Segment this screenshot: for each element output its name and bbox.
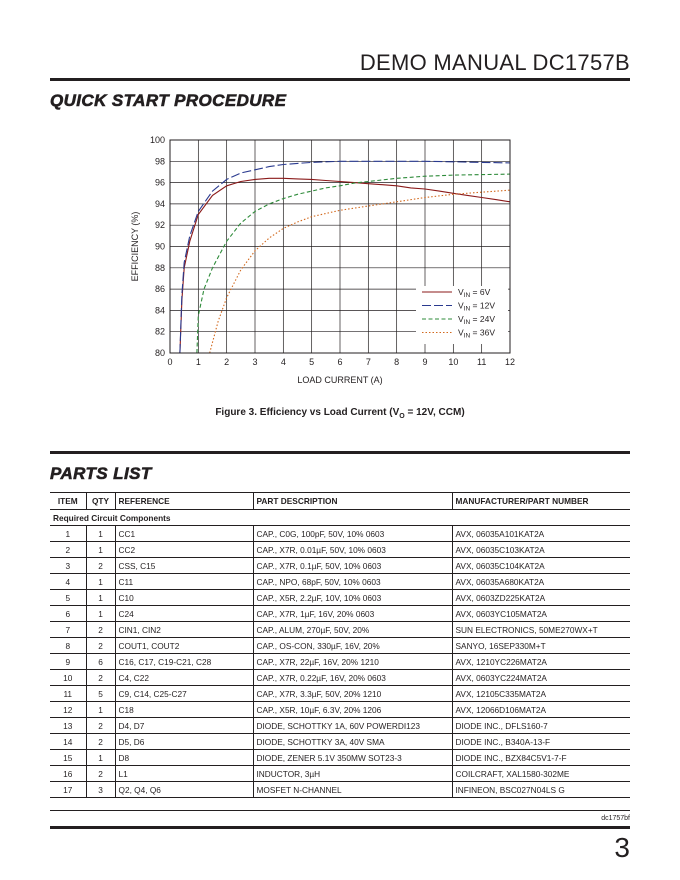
legend-label-tail: = 6V (470, 287, 491, 297)
cell-item: 15 (50, 750, 86, 766)
table-header-row (50, 493, 630, 510)
cell-item: 5 (50, 590, 86, 606)
table-row (50, 574, 630, 590)
footer-rule (50, 826, 630, 829)
cell-description: CAP., X7R, 0.1µF, 50V, 10% 0603 (253, 558, 452, 574)
table-row (50, 670, 630, 686)
cell-qty: 1 (86, 526, 115, 542)
x-tick-label: 7 (365, 357, 371, 367)
legend-label-sub: IN (463, 292, 471, 299)
cell-manufacturer: AVX, 06035A680KAT2A (452, 574, 630, 590)
y-tick-label: 98 (154, 156, 165, 167)
legend-label-tail: = 24V (470, 314, 495, 324)
cell-item: 16 (50, 766, 86, 782)
x-tick-label: 11 (476, 357, 487, 367)
cell-description: CAP., X5R, 10µF, 6.3V, 20% 1206 (253, 702, 452, 718)
efficiency-chart (120, 130, 530, 395)
y-tick-label: 90 (154, 241, 165, 252)
table-row (50, 606, 630, 622)
cell-qty: 2 (86, 670, 115, 686)
cell-item: 8 (50, 638, 86, 654)
document-title: DEMO MANUAL DC1757B (359, 50, 630, 75)
cell-item: 1 (50, 526, 86, 542)
cell-reference: COUT1, COUT2 (115, 638, 253, 654)
footer-doc-code: dc1757bf (601, 815, 630, 822)
cell-item: 10 (50, 670, 86, 686)
header-description: PART DESCRIPTION (253, 493, 452, 510)
table-row (50, 654, 630, 670)
cell-reference: CC2 (115, 542, 253, 558)
y-tick-label: 80 (154, 348, 165, 358)
chart-legend (416, 286, 508, 344)
x-tick-label: 8 (394, 357, 400, 367)
y-tick-label: 100 (149, 135, 165, 145)
cell-qty: 2 (86, 766, 115, 782)
cell-description: DIODE, SCHOTTKY 3A, 40V SMA (253, 734, 452, 750)
table-row (50, 750, 630, 766)
y-tick-label: 94 (154, 198, 165, 209)
x-axis-label: LOAD CURRENT (A) (297, 375, 383, 385)
y-tick-label: 92 (154, 220, 165, 231)
header-manufacturer: MANUFACTURER/PART NUMBER (452, 493, 630, 510)
figure-caption (0, 407, 680, 420)
cell-manufacturer: SANYO, 16SEP330M+T (452, 638, 630, 654)
cell-item: 3 (50, 558, 86, 574)
cell-item: 14 (50, 734, 86, 750)
cell-item: 17 (50, 782, 86, 798)
cell-manufacturer: SUN ELECTRONICS, 50ME270WX+T (452, 622, 630, 638)
legend-label-tail: = 12V (470, 300, 495, 311)
cell-manufacturer: AVX, 06035A101KAT2A (452, 526, 630, 542)
legend-label-sub: IN (463, 332, 471, 340)
cell-reference: C10 (115, 590, 253, 606)
cell-item: 11 (50, 686, 86, 702)
table-row (50, 766, 630, 782)
table-row (50, 718, 630, 734)
cell-description: CAP., X7R, 1µF, 16V, 20% 0603 (253, 606, 452, 622)
table-row (50, 702, 630, 718)
cell-description: MOSFET N-CHANNEL (253, 782, 452, 798)
cell-qty: 1 (86, 750, 115, 766)
legend-label-main: V (458, 327, 464, 338)
table-row (50, 686, 630, 702)
y-tick-label: 82 (154, 326, 165, 337)
cell-description: CAP., C0G, 100pF, 50V, 10% 0603 (253, 526, 452, 542)
cell-manufacturer: AVX, 0603ZD225KAT2A (452, 590, 630, 606)
cell-reference: C18 (115, 702, 253, 718)
parts-list-rule (50, 451, 630, 454)
header-reference: REFERENCE (115, 493, 253, 510)
cell-description: CAP., ALUM, 270µF, 50V, 20% (253, 622, 452, 638)
table-row (50, 542, 630, 558)
cell-item: 9 (50, 654, 86, 670)
caption-prefix: Figure 3. Efficiency vs Load Current (V (215, 407, 400, 418)
x-tick-label: 9 (422, 357, 428, 367)
cell-manufacturer: AVX, 1210YC226MAT2A (452, 654, 630, 670)
cell-manufacturer: COILCRAFT, XAL1580-302ME (452, 766, 630, 782)
parts-list-table (50, 492, 630, 798)
cell-qty: 3 (86, 782, 115, 798)
page-number: 3 (614, 832, 630, 863)
cell-manufacturer: AVX, 12105C335MAT2A (452, 686, 630, 702)
cell-qty: 2 (86, 558, 115, 574)
cell-qty: 2 (86, 638, 115, 654)
cell-description: CAP., X7R, 22µF, 16V, 20% 1210 (253, 654, 452, 670)
cell-description: DIODE, ZENER 5.1V 350MW SOT23-3 (253, 750, 452, 766)
cell-item: 13 (50, 718, 86, 734)
table-row (50, 638, 630, 654)
cell-manufacturer: AVX, 06035C103KAT2A (452, 542, 630, 558)
cell-item: 6 (50, 606, 86, 622)
cell-description: CAP., X7R, 0.01µF, 50V, 10% 0603 (253, 542, 452, 558)
cell-qty: 2 (86, 622, 115, 638)
cell-reference: D8 (115, 750, 253, 766)
legend-label-main: V (458, 287, 464, 297)
footer-rule-thin (50, 810, 630, 811)
cell-description: CAP., X7R, 3.3µF, 50V, 20% 1210 (253, 686, 452, 702)
cell-item: 12 (50, 702, 86, 718)
x-tick-label: 6 (337, 357, 343, 367)
cell-qty: 1 (86, 702, 115, 718)
cell-reference: D5, D6 (115, 734, 253, 750)
cell-manufacturer: DIODE INC., DFLS160-7 (452, 718, 630, 734)
table-row (50, 782, 630, 798)
cell-qty: 1 (86, 590, 115, 606)
x-tick-label: 0 (167, 357, 173, 367)
cell-description: DIODE, SCHOTTKY 1A, 60V POWERDI123 (253, 718, 452, 734)
table-row (50, 734, 630, 750)
cell-manufacturer: AVX, 12066D106MAT2A (452, 702, 630, 718)
x-tick-label: 2 (224, 357, 230, 367)
legend-label-sub: IN (463, 305, 471, 313)
table-row (50, 526, 630, 542)
cell-qty: 1 (86, 606, 115, 622)
group-row (50, 510, 630, 526)
cell-manufacturer: INFINEON, BSC027N04LS G (452, 782, 630, 798)
x-tick-label: 4 (280, 357, 286, 367)
cell-description: CAP., X7R, 0.22µF, 16V, 20% 0603 (253, 670, 452, 686)
y-axis-label: EFFICIENCY (%) (130, 211, 140, 282)
parts-list-heading: PARTS LIST (50, 464, 152, 483)
legend-label-tail: = 36V (470, 327, 495, 338)
x-tick-label: 3 (252, 357, 258, 367)
table-row (50, 622, 630, 638)
header-qty: QTY (86, 493, 115, 510)
header-rule (50, 78, 630, 81)
cell-qty: 1 (86, 542, 115, 558)
cell-reference: C9, C14, C25-C27 (115, 686, 253, 702)
cell-description: CAP., OS-CON, 330µF, 16V, 20% (253, 638, 452, 654)
cell-qty: 1 (86, 574, 115, 590)
cell-manufacturer: DIODE INC., B340A-13-F (452, 734, 630, 750)
cell-reference: C11 (115, 574, 253, 590)
cell-qty: 5 (86, 686, 115, 702)
cell-reference: L1 (115, 766, 253, 782)
cell-item: 7 (50, 622, 86, 638)
y-tick-label: 88 (154, 262, 165, 273)
caption-subscript: O (399, 413, 405, 420)
cell-item: 2 (50, 542, 86, 558)
header-item: ITEM (50, 493, 86, 510)
cell-qty: 2 (86, 718, 115, 734)
cell-manufacturer: DIODE INC., BZX84C5V1-7-F (452, 750, 630, 766)
cell-qty: 2 (86, 734, 115, 750)
legend-label-main: V (458, 314, 464, 324)
cell-description: CAP., X5R, 2.2µF, 10V, 10% 0603 (253, 590, 452, 606)
cell-description: CAP., NPO, 68pF, 50V, 10% 0603 (253, 574, 452, 590)
table-row (50, 590, 630, 606)
cell-reference: Q2, Q4, Q6 (115, 782, 253, 798)
cell-reference: C24 (115, 606, 253, 622)
table-row (50, 558, 630, 574)
cell-qty: 6 (86, 654, 115, 670)
cell-reference: CC1 (115, 526, 253, 542)
x-tick-label: 12 (504, 357, 516, 367)
legend-label-sub: IN (463, 319, 471, 326)
caption-suffix: = 12V, CCM) (404, 407, 465, 418)
group-label: Required Circuit Components (50, 510, 630, 526)
cell-manufacturer: AVX, 0603YC105MAT2A (452, 606, 630, 622)
cell-reference: CSS, C15 (115, 558, 253, 574)
x-tick-label: 1 (195, 357, 201, 367)
y-tick-label: 96 (154, 177, 165, 188)
cell-reference: CIN1, CIN2 (115, 622, 253, 638)
quick-start-heading: QUICK START PROCEDURE (50, 91, 287, 110)
cell-reference: C4, C22 (115, 670, 253, 686)
cell-reference: C16, C17, C19-C21, C28 (115, 654, 253, 670)
y-tick-label: 86 (154, 284, 165, 295)
y-tick-label: 84 (154, 305, 165, 316)
x-tick-label: 10 (448, 357, 459, 367)
cell-manufacturer: AVX, 0603YC224MAT2A (452, 670, 630, 686)
cell-item: 4 (50, 574, 86, 590)
cell-reference: D4, D7 (115, 718, 253, 734)
cell-manufacturer: AVX, 06035C104KAT2A (452, 558, 630, 574)
legend-label-main: V (458, 300, 464, 311)
cell-description: INDUCTOR, 3µH (253, 766, 452, 782)
x-tick-label: 5 (309, 357, 315, 367)
